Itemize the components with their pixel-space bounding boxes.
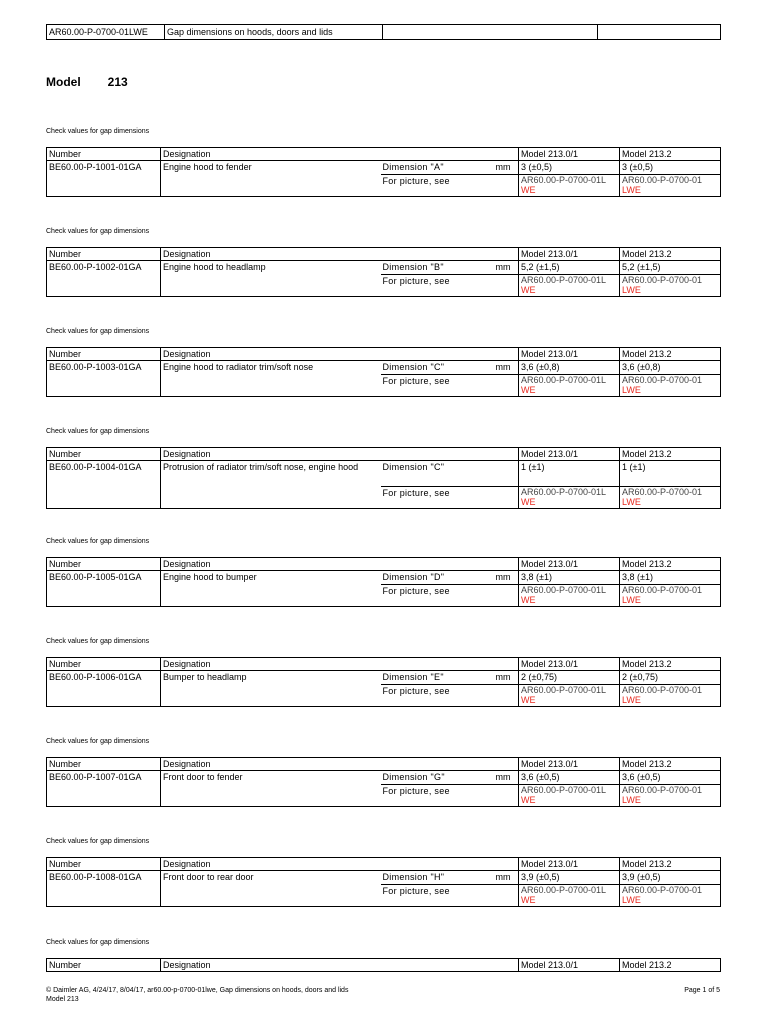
col-designation: Designation bbox=[161, 348, 381, 361]
col-designation: Designation bbox=[161, 248, 381, 261]
col-number: Number bbox=[47, 558, 161, 571]
entry-designation: Engine hood to bumper bbox=[161, 571, 381, 607]
col-model-a: Model 213.0/1 bbox=[519, 658, 620, 671]
entry-designation: Front door to rear door bbox=[161, 871, 381, 907]
entry-number: BE60.00-P-1005-01GA bbox=[47, 571, 161, 607]
document-title: Gap dimensions on hoods, doors and lids bbox=[165, 25, 383, 40]
col-number: Number bbox=[47, 959, 161, 972]
picture-reference-label: For picture, see bbox=[381, 175, 494, 197]
footer-model: Model 213 bbox=[46, 996, 79, 1003]
entry-value-model-a: 1 (±1) bbox=[519, 461, 620, 487]
entry-designation: Engine hood to headlamp bbox=[161, 261, 381, 297]
document-header bbox=[46, 24, 721, 40]
link-a-tail: WE bbox=[521, 595, 536, 605]
entry-number: BE60.00-P-1001-01GA bbox=[47, 161, 161, 197]
picture-unit-empty bbox=[494, 885, 519, 907]
col-model-a: Model 213.0/1 bbox=[519, 858, 620, 871]
entry-unit: mm bbox=[494, 161, 519, 175]
link-b-main: AR60.00-P-0700-01 bbox=[622, 885, 703, 895]
link-a-tail: WE bbox=[521, 285, 536, 295]
link-a-main: AR60.00-P-0700-01L bbox=[521, 885, 607, 895]
picture-unit-empty bbox=[494, 275, 519, 297]
col-number: Number bbox=[47, 758, 161, 771]
picture-link-model-a[interactable] bbox=[519, 375, 620, 397]
entry-value-model-a: 5,2 (±1,5) bbox=[519, 261, 620, 275]
link-a-main: AR60.00-P-0700-01L bbox=[521, 275, 607, 285]
entry-value-model-a: 3 (±0,5) bbox=[519, 161, 620, 175]
link-b-main: AR60.00-P-0700-01 bbox=[622, 275, 703, 285]
picture-link-model-b[interactable] bbox=[620, 685, 721, 707]
dimension-table bbox=[46, 147, 721, 197]
link-a-main: AR60.00-P-0700-01L bbox=[521, 487, 607, 497]
col-designation: Designation bbox=[161, 858, 381, 871]
col-number: Number bbox=[47, 448, 161, 461]
picture-link-model-a[interactable] bbox=[519, 175, 620, 197]
picture-unit-empty bbox=[494, 785, 519, 807]
link-b-tail: LWE bbox=[622, 497, 641, 507]
picture-link-model-a[interactable] bbox=[519, 585, 620, 607]
link-b-main: AR60.00-P-0700-01 bbox=[622, 375, 703, 385]
link-a-main: AR60.00-P-0700-01L bbox=[521, 785, 607, 795]
picture-reference-label: For picture, see bbox=[381, 885, 494, 907]
entry-number: BE60.00-P-1003-01GA bbox=[47, 361, 161, 397]
header-spacer bbox=[381, 959, 494, 972]
picture-reference-label: For picture, see bbox=[381, 375, 494, 397]
dimension-table bbox=[46, 857, 721, 907]
header-spacer bbox=[494, 959, 519, 972]
entry-value-model-a: 3,6 (±0,5) bbox=[519, 771, 620, 785]
link-b-tail: LWE bbox=[622, 895, 641, 905]
col-designation: Designation bbox=[161, 448, 381, 461]
picture-unit-empty bbox=[494, 685, 519, 707]
header-empty-cell bbox=[383, 25, 598, 40]
section-caption: Check values for gap dimensions bbox=[46, 939, 150, 946]
header-spacer bbox=[381, 148, 494, 161]
picture-unit-empty bbox=[494, 487, 519, 509]
dimension-table bbox=[46, 247, 721, 297]
col-designation: Designation bbox=[161, 558, 381, 571]
picture-link-model-b[interactable] bbox=[620, 275, 721, 297]
link-b-tail: LWE bbox=[622, 385, 641, 395]
entry-value-model-b: 5,2 (±1,5) bbox=[620, 261, 721, 275]
link-a-tail: WE bbox=[521, 185, 536, 195]
picture-link-model-a[interactable] bbox=[519, 785, 620, 807]
picture-unit-empty bbox=[494, 175, 519, 197]
entry-value-model-b: 3 (±0,5) bbox=[620, 161, 721, 175]
col-designation: Designation bbox=[161, 148, 381, 161]
col-model-b: Model 213.2 bbox=[620, 148, 721, 161]
link-b-tail: LWE bbox=[622, 285, 641, 295]
header-spacer bbox=[381, 448, 494, 461]
entry-value-model-a: 2 (±0,75) bbox=[519, 671, 620, 685]
col-model-b: Model 213.2 bbox=[620, 348, 721, 361]
picture-reference-label: For picture, see bbox=[381, 275, 494, 297]
entry-number: BE60.00-P-1008-01GA bbox=[47, 871, 161, 907]
picture-link-model-b[interactable] bbox=[620, 585, 721, 607]
picture-link-model-a[interactable] bbox=[519, 885, 620, 907]
entry-dimension: Dimension "H" bbox=[381, 871, 494, 885]
col-designation: Designation bbox=[161, 758, 381, 771]
col-model-b: Model 213.2 bbox=[620, 248, 721, 261]
col-number: Number bbox=[47, 658, 161, 671]
link-b-main: AR60.00-P-0700-01 bbox=[622, 487, 703, 497]
col-number: Number bbox=[47, 858, 161, 871]
entry-dimension: Dimension "A" bbox=[381, 161, 494, 175]
entry-dimension: Dimension "E" bbox=[381, 671, 494, 685]
entry-unit: mm bbox=[494, 871, 519, 885]
picture-unit-empty bbox=[494, 375, 519, 397]
link-a-tail: WE bbox=[521, 795, 536, 805]
header-spacer bbox=[494, 658, 519, 671]
picture-reference-label: For picture, see bbox=[381, 585, 494, 607]
section-caption: Check values for gap dimensions bbox=[46, 328, 150, 335]
picture-link-model-a[interactable] bbox=[519, 685, 620, 707]
entry-dimension: Dimension "G" bbox=[381, 771, 494, 785]
section-caption: Check values for gap dimensions bbox=[46, 128, 150, 135]
header-spacer bbox=[381, 348, 494, 361]
entry-dimension: Dimension "C" bbox=[381, 361, 494, 375]
picture-reference-label: For picture, see bbox=[381, 487, 494, 509]
header-spacer bbox=[381, 558, 494, 571]
dimension-table bbox=[46, 447, 721, 509]
entry-unit: mm bbox=[494, 771, 519, 785]
dimension-table bbox=[46, 557, 721, 607]
section-caption: Check values for gap dimensions bbox=[46, 538, 150, 545]
entry-unit: mm bbox=[494, 671, 519, 685]
link-b-tail: LWE bbox=[622, 695, 641, 705]
picture-unit-empty bbox=[494, 585, 519, 607]
col-number: Number bbox=[47, 348, 161, 361]
header-spacer bbox=[494, 448, 519, 461]
link-a-tail: WE bbox=[521, 385, 536, 395]
entry-value-model-a: 3,8 (±1) bbox=[519, 571, 620, 585]
entry-unit bbox=[494, 461, 519, 487]
col-model-b: Model 213.2 bbox=[620, 858, 721, 871]
col-model-b: Model 213.2 bbox=[620, 758, 721, 771]
entry-dimension: Dimension "B" bbox=[381, 261, 494, 275]
section-caption: Check values for gap dimensions bbox=[46, 228, 150, 235]
link-b-tail: LWE bbox=[622, 795, 641, 805]
section-caption: Check values for gap dimensions bbox=[46, 838, 150, 845]
header-spacer bbox=[381, 758, 494, 771]
col-model-a: Model 213.0/1 bbox=[519, 558, 620, 571]
link-a-tail: WE bbox=[521, 497, 536, 507]
entry-unit: mm bbox=[494, 361, 519, 375]
header-spacer bbox=[494, 758, 519, 771]
col-model-b: Model 213.2 bbox=[620, 448, 721, 461]
header-spacer bbox=[494, 348, 519, 361]
col-model-a: Model 213.0/1 bbox=[519, 248, 620, 261]
header-spacer bbox=[381, 248, 494, 261]
col-model-a: Model 213.0/1 bbox=[519, 959, 620, 972]
header-spacer bbox=[381, 658, 494, 671]
entry-value-model-b: 1 (±1) bbox=[620, 461, 721, 487]
col-designation: Designation bbox=[161, 658, 381, 671]
col-model-b: Model 213.2 bbox=[620, 558, 721, 571]
entry-value-model-b: 2 (±0,75) bbox=[620, 671, 721, 685]
picture-link-model-b[interactable] bbox=[620, 785, 721, 807]
header-spacer bbox=[494, 858, 519, 871]
entry-number: BE60.00-P-1007-01GA bbox=[47, 771, 161, 807]
picture-link-model-b[interactable] bbox=[620, 375, 721, 397]
entry-dimension: Dimension "D" bbox=[381, 571, 494, 585]
entry-value-model-b: 3,6 (±0,8) bbox=[620, 361, 721, 375]
col-model-a: Model 213.0/1 bbox=[519, 148, 620, 161]
page-number: Page 1 of 5 bbox=[684, 987, 720, 994]
col-model-a: Model 213.0/1 bbox=[519, 348, 620, 361]
entry-value-model-a: 3,6 (±0,8) bbox=[519, 361, 620, 375]
entry-value-model-b: 3,6 (±0,5) bbox=[620, 771, 721, 785]
col-model-a: Model 213.0/1 bbox=[519, 448, 620, 461]
entry-dimension: Dimension "C" bbox=[381, 461, 494, 487]
link-b-tail: LWE bbox=[622, 595, 641, 605]
link-a-tail: WE bbox=[521, 895, 536, 905]
link-b-main: AR60.00-P-0700-01 bbox=[622, 175, 703, 185]
entry-value-model-a: 3,9 (±0,5) bbox=[519, 871, 620, 885]
link-a-main: AR60.00-P-0700-01L bbox=[521, 685, 607, 695]
entry-designation: Bumper to headlamp bbox=[161, 671, 381, 707]
entry-designation: Engine hood to radiator trim/soft nose bbox=[161, 361, 381, 397]
link-a-tail: WE bbox=[521, 695, 536, 705]
header-empty-cell bbox=[598, 25, 721, 40]
picture-link-model-a[interactable] bbox=[519, 487, 620, 509]
link-a-main: AR60.00-P-0700-01L bbox=[521, 375, 607, 385]
entry-designation: Protrusion of radiator trim/soft nose, engine hood bbox=[161, 461, 381, 509]
document-code: AR60.00-P-0700-01LWE bbox=[47, 25, 165, 40]
picture-link-model-a[interactable] bbox=[519, 275, 620, 297]
picture-reference-label: For picture, see bbox=[381, 685, 494, 707]
header-spacer bbox=[494, 248, 519, 261]
col-model-b: Model 213.2 bbox=[620, 658, 721, 671]
col-model-a: Model 213.0/1 bbox=[519, 758, 620, 771]
link-a-main: AR60.00-P-0700-01L bbox=[521, 175, 607, 185]
entry-number: BE60.00-P-1004-01GA bbox=[47, 461, 161, 509]
header-spacer bbox=[494, 148, 519, 161]
section-caption: Check values for gap dimensions bbox=[46, 428, 150, 435]
dimension-table bbox=[46, 657, 721, 707]
entry-unit: mm bbox=[494, 261, 519, 275]
entry-number: BE60.00-P-1006-01GA bbox=[47, 671, 161, 707]
model-number: 213 bbox=[107, 75, 128, 89]
picture-link-model-b[interactable] bbox=[620, 175, 721, 197]
col-number: Number bbox=[47, 148, 161, 161]
section-caption: Check values for gap dimensions bbox=[46, 738, 150, 745]
picture-link-model-b[interactable] bbox=[620, 885, 721, 907]
link-a-main: AR60.00-P-0700-01L bbox=[521, 585, 607, 595]
section-caption: Check values for gap dimensions bbox=[46, 638, 150, 645]
picture-link-model-b[interactable] bbox=[620, 487, 721, 509]
header-spacer bbox=[381, 858, 494, 871]
entry-value-model-b: 3,9 (±0,5) bbox=[620, 871, 721, 885]
dimension-table bbox=[46, 757, 721, 807]
entry-number: BE60.00-P-1002-01GA bbox=[47, 261, 161, 297]
entry-designation: Front door to fender bbox=[161, 771, 381, 807]
link-b-main: AR60.00-P-0700-01 bbox=[622, 685, 703, 695]
model-heading bbox=[46, 75, 128, 89]
link-b-main: AR60.00-P-0700-01 bbox=[622, 785, 703, 795]
footer-copyright: © Daimler AG, 4/24/17, 8/04/17, ar60.00-p-0700-01lwe, Gap dimensions on hoods, doors and lids bbox=[46, 987, 349, 994]
link-b-tail: LWE bbox=[622, 185, 641, 195]
header-spacer bbox=[494, 558, 519, 571]
entry-value-model-b: 3,8 (±1) bbox=[620, 571, 721, 585]
dimension-table bbox=[46, 347, 721, 397]
col-designation: Designation bbox=[161, 959, 381, 972]
entry-designation: Engine hood to fender bbox=[161, 161, 381, 197]
picture-reference-label: For picture, see bbox=[381, 785, 494, 807]
dimension-table-header bbox=[46, 958, 721, 972]
col-number: Number bbox=[47, 248, 161, 261]
model-label: Model bbox=[46, 75, 81, 89]
entry-unit: mm bbox=[494, 571, 519, 585]
link-b-main: AR60.00-P-0700-01 bbox=[622, 585, 703, 595]
col-model-b: Model 213.2 bbox=[620, 959, 721, 972]
